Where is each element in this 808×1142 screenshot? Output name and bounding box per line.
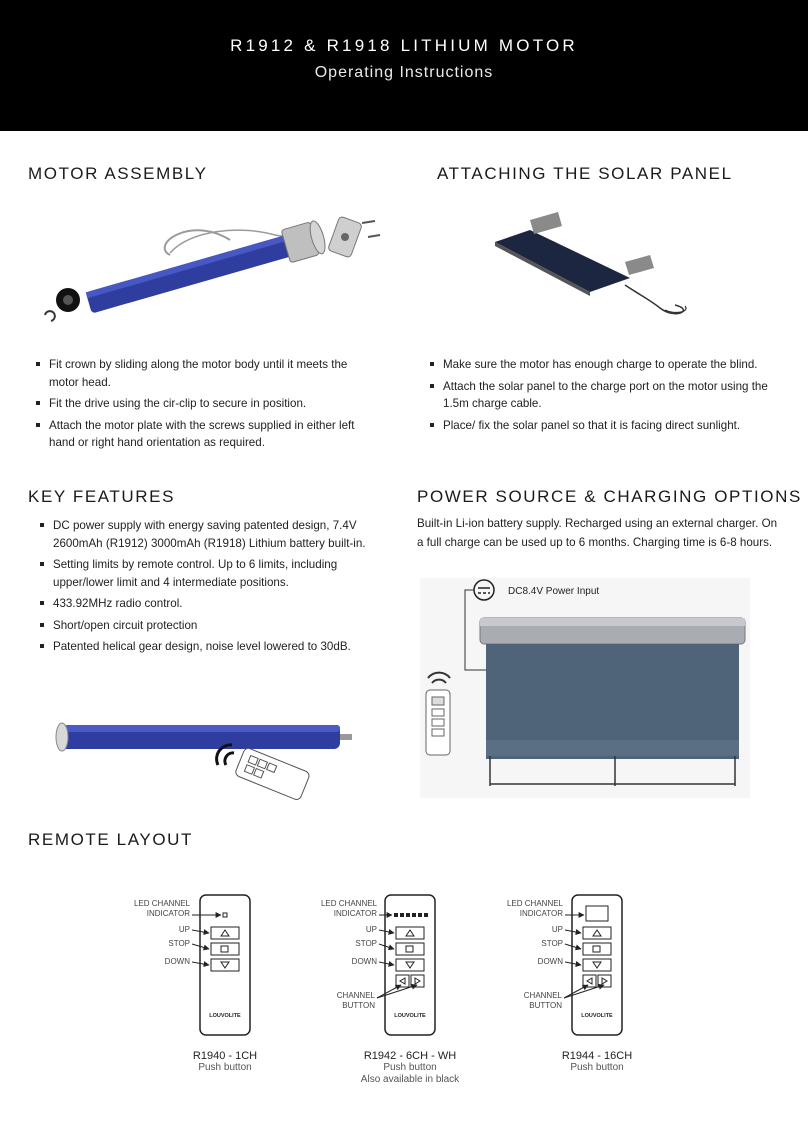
remote-model: R1942 - 6CH - WH: [363, 1050, 457, 1062]
list-item: Make sure the motor has enough charge to operate the blind.: [430, 356, 780, 374]
remote-caption-r1942: [330, 1050, 490, 1086]
remote-layout-heading: REMOTE LAYOUT: [28, 830, 194, 849]
remote-type: Push button: [383, 1062, 437, 1073]
power-source-text: Built-in Li-ion battery supply. Recharged using an external charger. On a full charge can be used up to 6 months. Charging time is 6-8 hours.: [417, 517, 778, 549]
key-features-heading: KEY FEATURES: [28, 487, 176, 506]
motor-assembly-list: [36, 356, 376, 456]
remote-type: Push button: [570, 1062, 624, 1073]
key-features-list: [40, 517, 370, 660]
motor-assembly-heading: MOTOR ASSEMBLY: [28, 164, 208, 183]
list-item: Attach the solar panel to the charge port on the motor using the 1.5m charge cable.: [430, 378, 780, 413]
svg-text:STOP: STOP: [168, 939, 190, 948]
list-item: Attach the motor plate with the screws supplied in either left hand or right hand orientation as required.: [36, 417, 376, 452]
remote-note: Also available in black: [360, 1074, 460, 1085]
svg-text:INDICATOR: INDICATOR: [519, 909, 563, 918]
list-item: Fit crown by sliding along the motor body until it meets the motor head.: [36, 356, 376, 391]
svg-text:UP: UP: [178, 925, 190, 934]
remote-caption-r1944: [517, 1050, 677, 1074]
list-item: DC power supply with energy saving patented design, 7.4V 2600mAh (R1912) 3000mAh (R1918) Lithium battery built-in.: [40, 517, 370, 552]
list-item: Patented helical gear design, noise level lowered to 30dB.: [40, 638, 370, 656]
list-item: Short/open circuit protection: [40, 617, 370, 635]
svg-text:LED CHANNEL: LED CHANNEL: [320, 899, 377, 908]
solar-panel-heading: ATTACHING THE SOLAR PANEL: [437, 164, 733, 183]
blind-charging-diagram: [410, 570, 760, 800]
solar-panel-list: [430, 356, 780, 438]
motor-remote-illustration: [50, 715, 360, 815]
svg-text:DOWN: DOWN: [351, 957, 377, 966]
remote-model: R1940 - 1CH: [192, 1050, 258, 1062]
list-item: Fit the drive using the cir-clip to secure in position.: [36, 395, 376, 413]
list-item: Setting limits by remote control. Up to 6 limits, including upper/lower limit and 4 intermediate positions.: [40, 556, 370, 591]
svg-text:CHANNEL: CHANNEL: [523, 991, 562, 1000]
svg-text:LED CHANNEL: LED CHANNEL: [133, 899, 190, 908]
page-header: [0, 0, 808, 131]
svg-text:INDICATOR: INDICATOR: [333, 909, 377, 918]
svg-text:LOUVOLITE: LOUVOLITE: [581, 1013, 613, 1019]
svg-text:INDICATOR: INDICATOR: [146, 909, 190, 918]
svg-text:UP: UP: [551, 925, 563, 934]
remote-model: R1944 - 16CH: [561, 1050, 633, 1062]
remote-layout-diagram: [0, 880, 808, 1060]
svg-text:CHANNEL: CHANNEL: [336, 991, 375, 1000]
svg-text:DOWN: DOWN: [164, 957, 190, 966]
document-title: R1912 & R1918 LITHIUM MOTOR: [230, 36, 578, 55]
list-item: 433.92MHz radio control.: [40, 595, 370, 613]
svg-text:BUTTON: BUTTON: [342, 1001, 375, 1010]
svg-text:STOP: STOP: [355, 939, 377, 948]
solar-panel-illustration: [490, 200, 705, 325]
list-item: Place/ fix the solar panel so that it is facing direct sunlight.: [430, 417, 780, 435]
power-source-heading: POWER SOURCE & CHARGING OPTIONS: [417, 487, 802, 506]
svg-text:DOWN: DOWN: [537, 957, 563, 966]
brand-label: LOUVOLITE: [209, 1013, 241, 1019]
svg-text:BUTTON: BUTTON: [529, 1001, 562, 1010]
remote-caption-r1940: [145, 1050, 305, 1074]
svg-text:STOP: STOP: [541, 939, 563, 948]
document-subtitle: Operating Instructions: [314, 64, 494, 81]
power-input-label: DC8.4V Power Input: [508, 586, 600, 597]
svg-text:LOUVOLITE: LOUVOLITE: [394, 1013, 426, 1019]
svg-text:LED CHANNEL: LED CHANNEL: [506, 899, 563, 908]
svg-text:UP: UP: [365, 925, 377, 934]
remote-type: Push button: [198, 1062, 252, 1073]
motor-assembly-illustration: [40, 205, 400, 335]
